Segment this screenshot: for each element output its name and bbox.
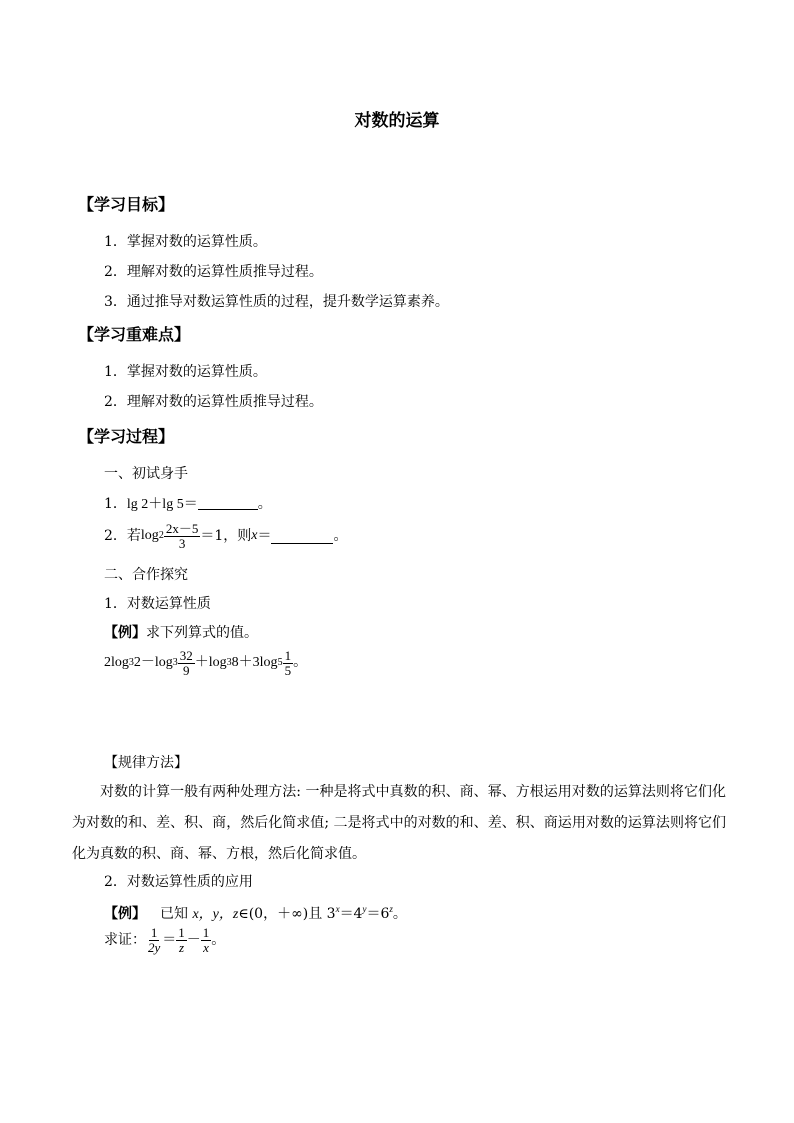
part2-sub1: 1．对数运算性质 — [104, 596, 211, 612]
proof-minus: － — [186, 932, 201, 948]
q1-number: 1． — [104, 496, 127, 512]
example-1 — [104, 623, 258, 643]
method-heading: 【规律方法】 — [104, 755, 188, 771]
q2-log-base: 2 — [158, 530, 164, 541]
example-2-text-b: ∈(0，＋∞)且 3 — [238, 906, 336, 922]
question-2 — [104, 514, 347, 558]
proof-statement — [104, 918, 225, 962]
example-2-exp-3: z — [389, 904, 393, 914]
q1-end: 。 — [257, 496, 272, 512]
q2-equals: ＝1，则 — [200, 528, 252, 544]
part1-heading: 一、初试身手 — [104, 466, 188, 482]
example-1-expression — [104, 642, 307, 684]
proof-fraction-2 — [176, 926, 187, 955]
page-title: 对数的运算 — [354, 111, 440, 131]
expr-term-2: 2－log — [133, 655, 173, 670]
section-heading-goals: 【学习目标】 — [78, 195, 175, 214]
expr-base-4: 5 — [277, 657, 283, 668]
expr-base-1: 3 — [128, 657, 134, 668]
proof-fraction-3-denominator: x — [203, 939, 209, 955]
example-2-exp-2: y — [362, 904, 367, 914]
expr-base-3: 3 — [226, 657, 232, 668]
q2-fraction-denominator: 3 — [178, 535, 186, 551]
expr-base-2: 3 — [172, 657, 178, 668]
expr-term-3: ＋log — [194, 655, 227, 670]
goal-item-3: 3．通过推导对数运算性质的过程，提升数学运算素养。 — [104, 294, 449, 310]
proof-fraction-2-denominator: z — [179, 939, 185, 955]
example-1-text: 求下列算式的值。 — [146, 625, 258, 641]
proof-fraction-2-numerator: 1 — [178, 924, 185, 940]
method-paragraph: 对数的计算一般有两种处理方法: 一种是将式中真数的积、商、幂、方根运用对数的运算法则将它们化为对数的和、差、积、商，然后化简求值; 二是将式中的对数的和、差、积、商运用对数的运算法则将它们化为真数的积、商、幂、方根，然后化简求值。 — [72, 784, 726, 862]
section-heading-keypoints: 【学习重难点】 — [78, 325, 191, 344]
question-1 — [104, 494, 272, 515]
expr-fraction-2-denominator: 5 — [284, 662, 292, 678]
keypoint-item-1: 1．掌握对数的运算性质。 — [104, 364, 267, 380]
expr-term-1: 2log — [104, 655, 129, 670]
example-2-text-a: 已知 — [160, 906, 193, 922]
q2-fraction — [164, 522, 201, 551]
example-1-label: 【例】 — [104, 625, 146, 641]
expr-fraction-1-denominator: 9 — [183, 662, 190, 678]
example-2-vars: x，y，z — [192, 907, 239, 922]
q2-variable: x — [251, 528, 258, 543]
example-2-exp-1: x — [335, 904, 340, 914]
example-2-end: 。 — [392, 906, 407, 922]
q2-fraction-numerator: 2x－5 — [165, 520, 199, 536]
section-heading-process: 【学习过程】 — [78, 427, 175, 446]
expr-fraction-1-numerator: 32 — [179, 647, 193, 663]
proof-fraction-1 — [146, 926, 162, 955]
part2-heading: 二、合作探究 — [104, 567, 188, 583]
expr-fraction-2-numerator: 1 — [284, 647, 292, 663]
proof-fraction-1-denominator: 2y — [148, 939, 161, 955]
proof-label: 求证： — [104, 932, 146, 948]
proof-end: 。 — [211, 932, 226, 948]
expr-term-4: 8＋3log — [231, 655, 278, 670]
q1-answer-blank[interactable] — [198, 495, 258, 510]
q1-expression: lg 2＋lg 5＝ — [126, 497, 198, 512]
part2-sub2: 2．对数运算性质的应用 — [104, 874, 253, 890]
proof-equals: ＝ — [162, 932, 177, 948]
example-2-text-c: ＝4 — [339, 906, 363, 922]
keypoint-item-2: 2．理解对数的运算性质推导过程。 — [104, 394, 323, 410]
example-2-label: 【例】 — [104, 906, 146, 922]
proof-fraction-3 — [201, 926, 212, 955]
expr-fraction-2 — [283, 649, 294, 678]
expr-fraction-1 — [178, 649, 195, 678]
q2-end: 。 — [333, 528, 348, 544]
goal-item-1: 1．掌握对数的运算性质。 — [104, 234, 267, 250]
q2-log: log — [140, 528, 159, 543]
q2-number: 2．若 — [104, 528, 141, 544]
proof-fraction-3-numerator: 1 — [202, 924, 210, 940]
q2-equals-2: ＝ — [257, 528, 272, 544]
q2-answer-blank[interactable] — [271, 529, 333, 544]
expr-end: 。 — [293, 655, 308, 670]
proof-fraction-1-numerator: 1 — [150, 924, 158, 940]
example-2-text-d: ＝6 — [366, 906, 390, 922]
goal-item-2: 2．理解对数的运算性质推导过程。 — [104, 264, 323, 280]
